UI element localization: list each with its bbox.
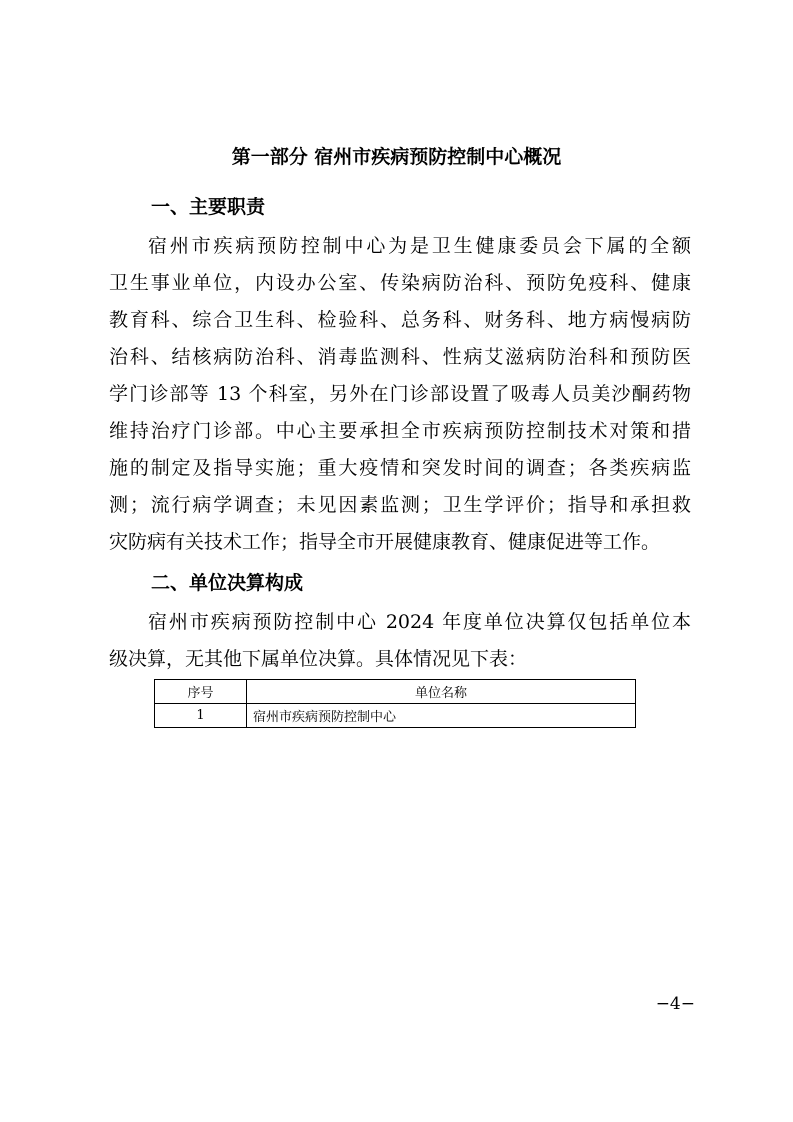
duties-paragraph-line: 灾防病有关技术工作；指导全市开展健康教育、健康促进等工作。 [109,531,661,553]
section-heading-duties: 一、主要职责 [151,196,266,218]
duties-paragraph-line: 学门诊部等 13 个科室，另外在门诊部设置了吸毒人员美沙酮药物 [109,383,691,405]
page-title: 第一部分 宿州市疾病预防控制中心概况 [231,146,562,168]
duties-paragraph-line: 维持治疗门诊部。中心主要承担全市疾病预防控制技术对策和措 [109,420,691,442]
page-number: −4− [655,994,695,1014]
table-row [155,704,636,728]
duties-paragraph-line: 教育科、综合卫生科、检验科、总务科、财务科、地方病慢病防 [109,309,691,331]
table-cell: 1 [155,704,247,728]
duties-paragraph-line: 测；流行病学调查；未见因素监测；卫生学评价；指导和承担救 [109,494,691,516]
composition-paragraph-line: 级决算，无其他下属单位决算。具体情况见下表： [109,648,528,670]
duties-paragraph-line: 治科、结核病防治科、消毒监测科、性病艾滋病防治科和预防医 [109,346,691,368]
section-heading-composition: 二、单位决算构成 [151,572,304,594]
duties-paragraph-line: 宿州市疾病预防控制中心为是卫生健康委员会下属的全额 [148,235,691,257]
table-header-cell: 序号 [155,680,247,704]
table-header-row [155,680,636,704]
unit-composition-table [154,679,636,728]
table-header-cell: 单位名称 [247,680,636,704]
duties-paragraph-line: 卫生事业单位，内设办公室、传染病防治科、预防免疫科、健康 [109,272,691,294]
table-cell: 宿州市疾病预防控制中心 [247,704,636,728]
duties-paragraph-line: 施的制定及指导实施；重大疫情和突发时间的调查；各类疾病监 [109,457,691,479]
composition-paragraph-line: 宿州市疾病预防控制中心 2024 年度单位决算仅包括单位本 [148,611,691,633]
